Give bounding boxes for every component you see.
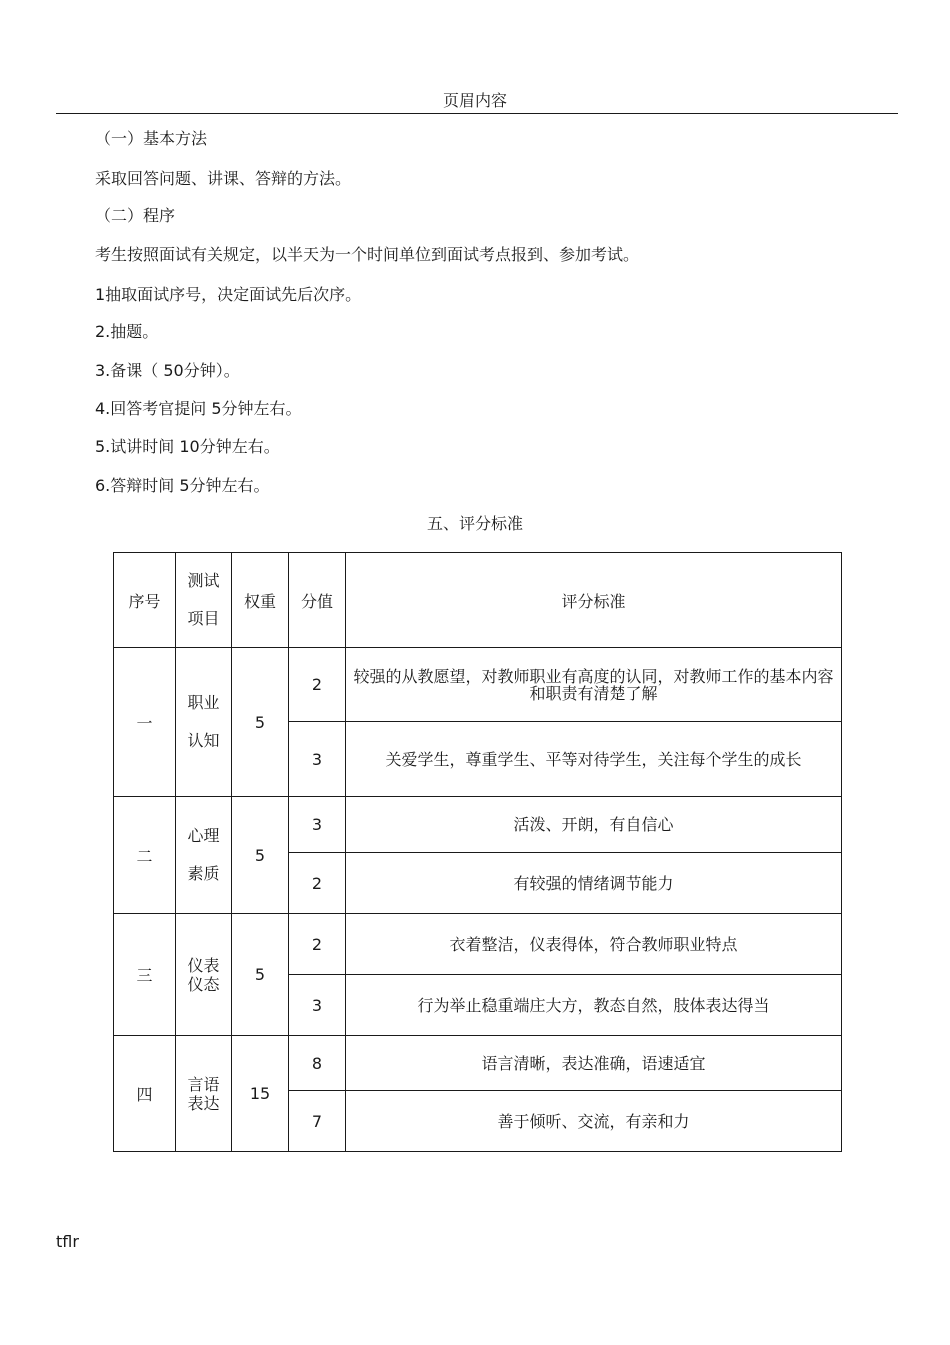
group-no: 四 bbox=[114, 1036, 176, 1152]
header-no: 序号 bbox=[114, 553, 176, 648]
row-criteria: 行为举止稳重端庄大方，教态自然，肢体表达得当 bbox=[346, 975, 842, 1036]
group-no: 一 bbox=[114, 648, 176, 797]
step-1: 1抽取面试序号，决定面试先后次序。 bbox=[95, 285, 362, 304]
heading-basic-method: （一）基本方法 bbox=[95, 129, 208, 148]
paragraph-method: 采取回答问题、讲课、答辩的方法。 bbox=[95, 169, 352, 188]
step-4: 4.回答考官提问 5分钟左右。 bbox=[95, 399, 302, 418]
table-row bbox=[114, 1036, 842, 1091]
row-criteria: 较强的从教愿望，对教师职业有高度的认同，对教师工作的基本内容和职责有清楚了解 bbox=[346, 648, 842, 722]
header-divider bbox=[56, 113, 898, 114]
header-score: 分值 bbox=[289, 553, 346, 648]
scoring-table bbox=[113, 552, 842, 1152]
table-row bbox=[114, 914, 842, 975]
group-weight: 5 bbox=[232, 797, 289, 914]
step-3: 3.备课（ 50分钟）。 bbox=[95, 361, 240, 380]
row-score: 2 bbox=[289, 648, 346, 722]
row-score: 3 bbox=[289, 797, 346, 853]
table-row bbox=[114, 648, 842, 722]
row-score: 3 bbox=[289, 975, 346, 1036]
row-score: 3 bbox=[289, 722, 346, 797]
row-score: 8 bbox=[289, 1036, 346, 1091]
paragraph-procedure: 考生按照面试有关规定，以半天为一个时间单位到面试考点报到、参加考试。 bbox=[95, 245, 640, 264]
header-weight: 权重 bbox=[232, 553, 289, 648]
row-score: 2 bbox=[289, 914, 346, 975]
row-criteria: 有较强的情绪调节能力 bbox=[346, 853, 842, 914]
row-score: 2 bbox=[289, 853, 346, 914]
table-header-row bbox=[114, 553, 842, 648]
table-row bbox=[114, 797, 842, 853]
group-item-line1: 言语 bbox=[187, 1074, 220, 1094]
group-no: 三 bbox=[114, 914, 176, 1036]
step-2: 2.抽题。 bbox=[95, 322, 159, 341]
header-item bbox=[176, 553, 232, 648]
group-item-line1: 职业 bbox=[187, 693, 220, 712]
group-item bbox=[176, 1036, 232, 1152]
header-item-line1: 测试 bbox=[187, 571, 220, 590]
footer-note: tflr bbox=[56, 1232, 79, 1251]
group-weight: 5 bbox=[232, 648, 289, 797]
row-criteria: 衣着整洁，仪表得体，符合教师职业特点 bbox=[346, 914, 842, 975]
row-criteria: 活泼、开朗，有自信心 bbox=[346, 797, 842, 853]
group-item bbox=[176, 914, 232, 1036]
step-6: 6.答辩时间 5分钟左右。 bbox=[95, 476, 270, 495]
row-criteria: 语言清晰，表达准确，语速适宜 bbox=[346, 1036, 842, 1091]
group-item bbox=[176, 797, 232, 914]
group-item bbox=[176, 648, 232, 797]
row-score: 7 bbox=[289, 1091, 346, 1152]
row-criteria: 关爱学生，尊重学生、平等对待学生，关注每个学生的成长 bbox=[346, 722, 842, 797]
group-weight: 5 bbox=[232, 914, 289, 1036]
section-title: 五、评分标准 bbox=[426, 514, 523, 533]
header-item-line2: 项目 bbox=[187, 609, 220, 628]
group-no: 二 bbox=[114, 797, 176, 914]
heading-procedure: （二）程序 bbox=[95, 206, 176, 225]
page-header: 页眉内容 bbox=[442, 91, 507, 110]
group-item-line2: 表达 bbox=[187, 1093, 220, 1113]
step-5: 5.试讲时间 10分钟左右。 bbox=[95, 437, 280, 456]
row-criteria: 善于倾听、交流，有亲和力 bbox=[346, 1091, 842, 1152]
group-weight: 15 bbox=[232, 1036, 289, 1152]
group-item-line2: 仪态 bbox=[187, 974, 220, 994]
header-criteria: 评分标准 bbox=[346, 553, 842, 648]
group-item-line2: 认知 bbox=[187, 731, 220, 750]
group-item-line1: 仪表 bbox=[187, 955, 220, 975]
group-item-line1: 心理 bbox=[187, 826, 220, 845]
group-item-line2: 素质 bbox=[187, 864, 220, 883]
